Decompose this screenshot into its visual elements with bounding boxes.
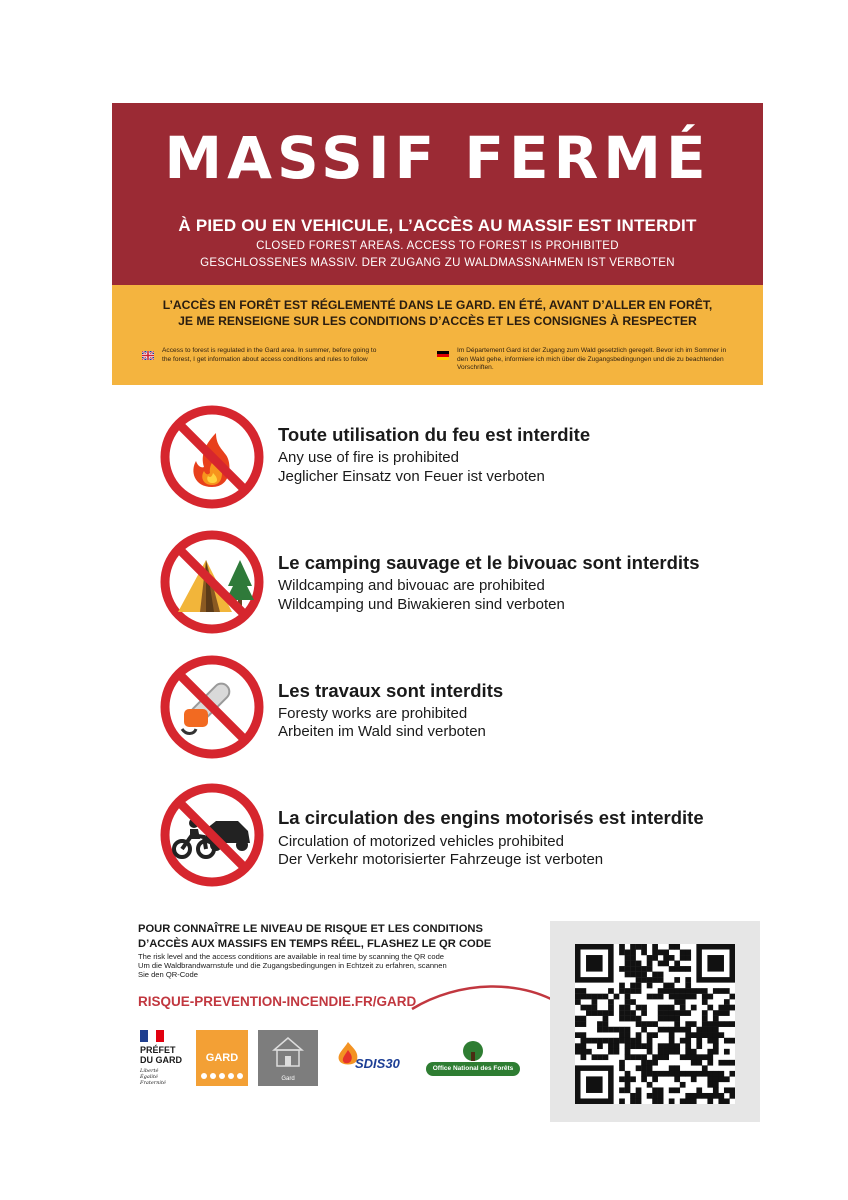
qr-code[interactable] bbox=[575, 944, 735, 1104]
rule-de: Der Verkehr motorisierter Fahrzeuge ist verboten bbox=[278, 851, 604, 868]
no-fire-icon bbox=[160, 405, 264, 509]
rule-title: Les travaux sont interdits bbox=[278, 680, 504, 701]
prefet-motto1: Liberté bbox=[140, 1068, 159, 1074]
rule-de: Wildcamping und Biwakieren sind verboten bbox=[278, 596, 565, 613]
band-de-line1: Im Département Gard ist der Zugang zum Wald gesetzlich geregelt. Bevor ich im Sommer in bbox=[457, 347, 727, 354]
band-en-line1: Access to forest is regulated in the Gard area. In summer, before going to bbox=[162, 347, 377, 354]
prefet-du-gard-logo bbox=[138, 1030, 188, 1105]
prefet-motto3: Fraternité bbox=[140, 1080, 166, 1086]
band-de-line2: den Wald gehe, informiere ich mich über die Zugangsbedingungen und die zu beachtenden bbox=[457, 355, 724, 363]
qr-en-line: The risk level and the access conditions are available in real time by scanning the QR code bbox=[138, 952, 445, 961]
header-line-de: GESCHLOSSENES MASSIV. DER ZUGANG ZU WALDMASSNAHMEN IST VERBOTEN bbox=[200, 257, 675, 269]
no-chainsaw-icon bbox=[160, 655, 264, 759]
header-banner bbox=[112, 103, 763, 285]
rule-no-fire bbox=[160, 405, 760, 511]
qr-intro-line2: D’ACCÈS AUX MASSIFS EN TEMPS RÉEL, FLASHEZ LE QR CODE bbox=[138, 938, 492, 950]
gard-pattern-icon bbox=[200, 1072, 244, 1080]
onf-label: Office National des Forêts bbox=[432, 1065, 514, 1072]
marianne-flag-icon bbox=[140, 1030, 164, 1042]
uk-flag-icon bbox=[142, 351, 154, 360]
onf-tree-icon bbox=[460, 1040, 486, 1062]
gard-small-label: Gard bbox=[281, 1076, 295, 1082]
rule-en: Wildcamping and bivouac are prohibited bbox=[278, 577, 545, 594]
qr-intro-text bbox=[138, 922, 538, 952]
rule-no-camping bbox=[160, 530, 760, 636]
no-camping-icon bbox=[160, 530, 264, 634]
rule-title: Le camping sauvage et le bivouac sont interdits bbox=[278, 552, 700, 573]
prefet-motto2: Égalité bbox=[140, 1074, 158, 1080]
rule-en: Foresty works are prohibited bbox=[278, 705, 468, 722]
band-de-line3: Vorschriften. bbox=[457, 364, 494, 371]
rule-no-works bbox=[160, 655, 760, 761]
sdis-label: SDIS30 bbox=[355, 1056, 400, 1071]
band-fr-line2: JE ME RENSEIGNE SUR LES CONDITIONS D’ACCÈS ET LES CONSIGNES À RESPECTER bbox=[178, 314, 697, 328]
header-line-en: CLOSED FOREST AREAS. ACCESS TO FOREST IS PROHIBITED bbox=[256, 240, 619, 252]
prefet-line1: PRÉFET bbox=[140, 1045, 176, 1055]
qr-de-line2: Sie den QR-Code bbox=[138, 970, 198, 979]
website-link[interactable]: RISQUE-PREVENTION-INCENDIE.FR/GARD bbox=[138, 994, 417, 1009]
sdis30-logo bbox=[333, 1040, 413, 1080]
prefet-line2: DU GARD bbox=[140, 1055, 182, 1065]
qr-de-line1: Um die Waldbrandwarnstufe und die Zugangsbedingungen in Echtzeit zu erfahren, scannen bbox=[138, 961, 447, 970]
page-title: MASSIF FERMÉ bbox=[164, 124, 711, 192]
gard-municipality-logo bbox=[258, 1030, 318, 1086]
german-flag-icon bbox=[437, 351, 449, 360]
band-french-text bbox=[112, 297, 763, 329]
rule-en: Any use of fire is prohibited bbox=[278, 449, 459, 466]
rule-de: Jeglicher Einsatz von Feuer ist verboten bbox=[278, 468, 545, 485]
rule-de: Arbeiten im Wald sind verboten bbox=[278, 723, 486, 740]
gard-label: GARD bbox=[205, 1052, 239, 1064]
rule-no-vehicles bbox=[160, 783, 760, 889]
onf-logo bbox=[426, 1040, 520, 1080]
qr-intro-line1: POUR CONNAÎTRE LE NIVEAU DE RISQUE ET LES CONDITIONS bbox=[138, 923, 483, 935]
rule-en: Circulation of motorized vehicles prohibited bbox=[278, 833, 564, 850]
band-en-line2: the forest, I get information about access conditions and rules to follow bbox=[162, 355, 368, 363]
no-motor-vehicles-icon bbox=[160, 783, 264, 887]
qr-code-panel bbox=[550, 921, 760, 1122]
building-icon bbox=[270, 1036, 306, 1068]
header-subtitle: À PIED OU EN VEHICULE, L’ACCÈS AU MASSIF EST INTERDIT bbox=[178, 216, 697, 235]
info-band bbox=[112, 285, 763, 385]
onf-pill bbox=[426, 1062, 520, 1076]
rule-title: Toute utilisation du feu est interdite bbox=[278, 424, 591, 445]
gard-department-logo bbox=[196, 1030, 248, 1086]
band-fr-line1: L’ACCÈS EN FORÊT EST RÉGLEMENTÉ DANS LE GARD. EN ÉTÉ, AVANT D’ALLER EN FORÊT, bbox=[162, 298, 713, 312]
rule-title: La circulation des engins motorisés est interdite bbox=[278, 807, 704, 828]
